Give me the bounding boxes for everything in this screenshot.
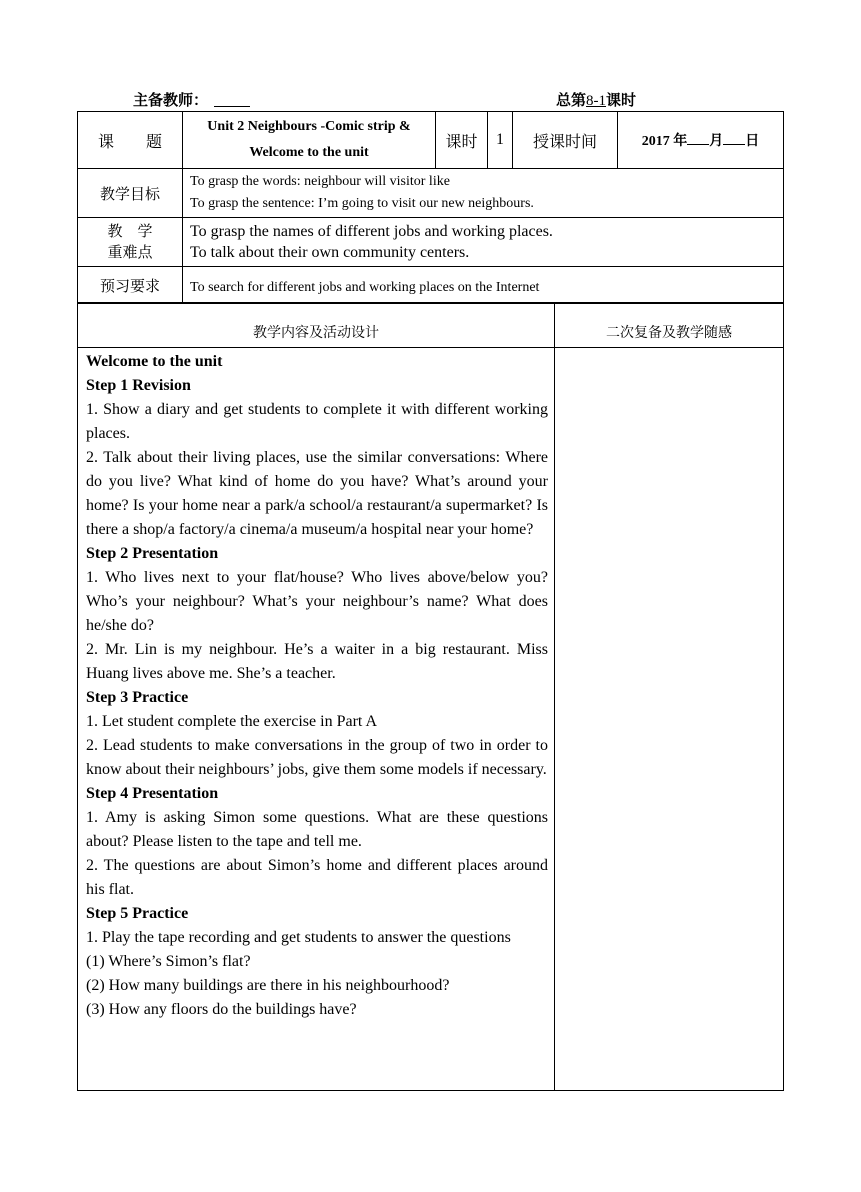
plan-paragraph: 1. Who lives next to your flat/house? Who lives above/below you? Who’s your neighbour? What’s your neighbour’s name? What does he/she do? (86, 569, 548, 634)
month-blank (687, 132, 709, 145)
plan-step-heading: Step 3 Practice (86, 689, 189, 706)
topic-row (78, 112, 784, 169)
plan-paragraph: (1) Where’s Simon’s flat? (86, 953, 251, 970)
lesson-info-table (77, 111, 784, 304)
plan-paragraph: 2. Lead students to make conversations in the group of two in order to know about their neighbours’ jobs, give them some models if necessary. (86, 737, 548, 778)
preview-text: To search for different jobs and working places on the Internet (183, 267, 784, 304)
plan-step-heading: Welcome to the unit (86, 353, 223, 370)
plan-paragraph: 1. Play the tape recording and get students to answer the questions (86, 929, 511, 946)
topic-line-2: Welcome to the unit (249, 145, 369, 160)
preview-row (78, 267, 784, 304)
lead-teacher (133, 89, 250, 110)
topic-label: 课 题 (78, 112, 183, 169)
lesson-label: 课时 (436, 112, 488, 169)
topic-line-1: Unit 2 Neighbours -Comic strip & (207, 119, 411, 134)
plan-paragraph: (2) How many buildings are there in his neighbourhood? (86, 977, 450, 994)
key-points-cell (183, 218, 784, 267)
key-label-line-2: 重难点 (107, 243, 153, 261)
day-blank (723, 132, 745, 145)
plan-header-row (78, 303, 784, 348)
goal-cell (183, 169, 784, 218)
goal-line-2: To grasp the sentence: I’m going to visit our new neighbours. (190, 196, 534, 211)
plan-body-row (78, 348, 784, 1091)
lead-teacher-blank (214, 92, 250, 107)
lesson-plan-table (77, 302, 784, 1091)
plan-step-heading: Step 5 Practice (86, 905, 189, 922)
plan-paragraph: 2. Mr. Lin is my neighbour. He’s a waiter in a big restaurant. Miss Huang lives above me. She’s a teacher. (86, 641, 548, 682)
plan-content (78, 348, 555, 1091)
plan-left-header: 教学内容及活动设计 (78, 303, 555, 348)
period-count (556, 89, 636, 110)
time-label: 授课时间 (513, 112, 618, 169)
topic-cell (183, 112, 436, 169)
plan-paragraph: 2. Talk about their living places, use the similar conversations: Where do you live? What kind of home do you have? What’s around your home? Is your home near a park/a school/a restaurant/a supermarket? Is there a shop/a factory/a cinema/a museum/a hospital near your home? (86, 449, 548, 538)
date-month: 月 (709, 133, 724, 149)
lead-teacher-label: 主备教师： (133, 91, 209, 109)
reflection-cell (555, 348, 784, 1091)
key-label-line-1: 教 学 (107, 222, 153, 240)
plan-paragraph: (3) How any floors do the buildings have? (86, 1001, 357, 1018)
plan-paragraph: 1. Let student complete the exercise in Part A (86, 713, 378, 730)
key-line-2: To talk about their own community centers. (190, 244, 470, 261)
date-year: 2017 年 (641, 134, 688, 149)
key-points-label (78, 218, 183, 267)
plan-paragraph: 2. The questions are about Simon’s home and different places around his flat. (86, 857, 548, 898)
plan-right-header: 二次复备及教学随感 (555, 303, 784, 348)
lesson-value: 1 (488, 112, 513, 169)
period-prefix: 总第 (556, 91, 587, 109)
goal-row (78, 169, 784, 218)
date-day: 日 (745, 133, 760, 149)
key-line-1: To grasp the names of different jobs and working places. (190, 223, 553, 240)
key-points-row (78, 218, 784, 267)
plan-step-heading: Step 4 Presentation (86, 785, 219, 802)
preview-label: 预习要求 (78, 267, 183, 304)
goal-line-1: To grasp the words: neighbour will visitor like (190, 174, 450, 189)
date-cell (618, 112, 784, 169)
period-suffix: 课时 (606, 91, 637, 109)
goal-label: 教学目标 (78, 169, 183, 218)
plan-paragraph: 1. Amy is asking Simon some questions. What are these questions about? Please listen to the tape and tell me. (86, 809, 548, 850)
plan-paragraph: 1. Show a diary and get students to complete it with different working places. (86, 401, 548, 442)
plan-step-heading: Step 1 Revision (86, 377, 191, 394)
page-header (0, 89, 861, 111)
plan-step-heading: Step 2 Presentation (86, 545, 219, 562)
period-number: 8-1 (586, 93, 607, 109)
